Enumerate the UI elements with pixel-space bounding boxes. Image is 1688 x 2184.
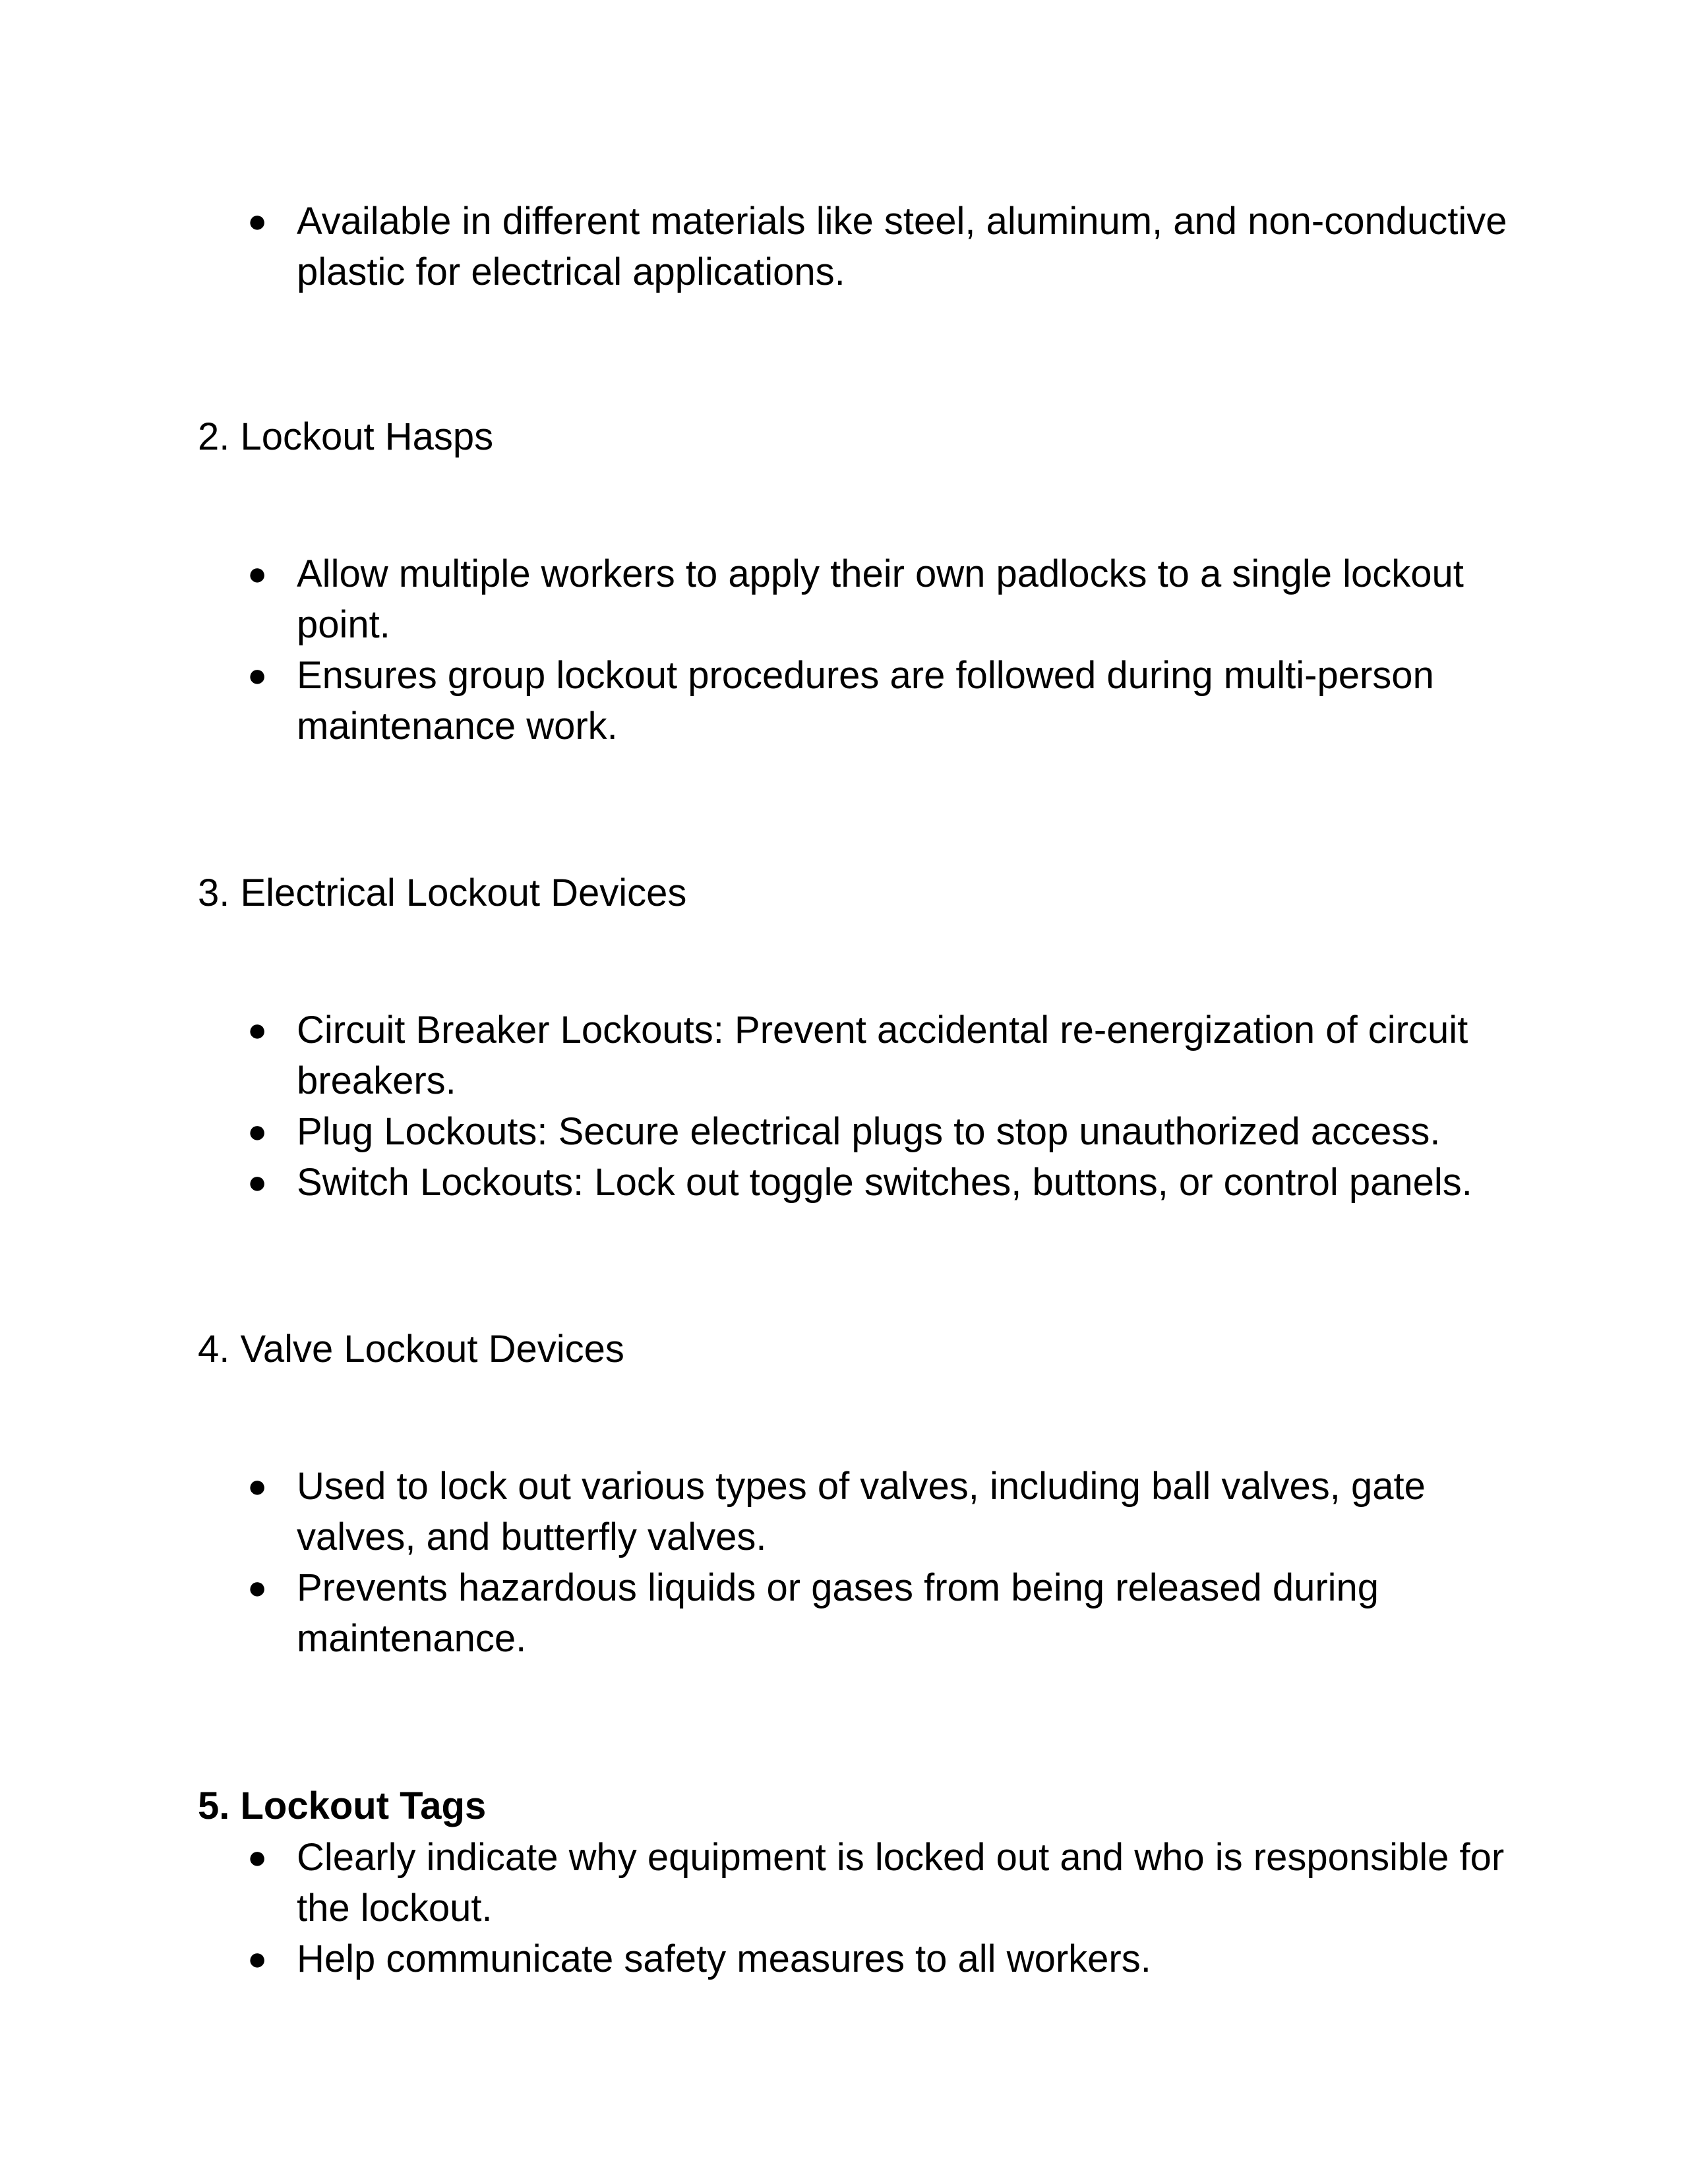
bullet-text: Circuit Breaker Lockouts: Prevent accidental re-energization of circuit breakers. bbox=[297, 1009, 1468, 1102]
bullet-icon: ● bbox=[247, 1011, 268, 1048]
bullet-icon: ● bbox=[247, 1569, 268, 1606]
bullet-text: Ensures group lockout procedures are followed during multi-person maintenance work. bbox=[297, 654, 1434, 748]
list-item bbox=[0, 1005, 1523, 1106]
section-heading-lockout-tags: 5. Lockout Tags bbox=[198, 1785, 487, 1827]
list-item bbox=[0, 1106, 1523, 1157]
bullet-icon: ● bbox=[247, 1113, 268, 1150]
bullet-text: Used to lock out various types of valves, including ball valves, gate valves, and butterfly valves. bbox=[297, 1465, 1426, 1558]
list-item bbox=[0, 548, 1523, 650]
bullet-icon: ● bbox=[247, 1467, 268, 1504]
bullet-list-lockout-hasps bbox=[0, 548, 1688, 752]
list-item bbox=[0, 650, 1523, 752]
bullet-list-materials bbox=[0, 196, 1688, 297]
section-heading-electrical-lockout-devices: 3. Electrical Lockout Devices bbox=[198, 871, 687, 914]
list-item bbox=[0, 1562, 1523, 1664]
list-item bbox=[0, 1933, 1523, 1984]
bullet-text: Help communicate safety measures to all workers. bbox=[297, 1937, 1151, 1980]
section-heading-valve-lockout-devices: 4. Valve Lockout Devices bbox=[198, 1328, 624, 1371]
list-item bbox=[0, 196, 1523, 297]
bullet-icon: ● bbox=[247, 1164, 268, 1200]
bullet-list-electrical-lockout-devices bbox=[0, 1005, 1688, 1208]
list-item bbox=[0, 1461, 1523, 1562]
bullet-icon: ● bbox=[247, 1940, 268, 1977]
bullet-list-lockout-tags bbox=[0, 1832, 1688, 1984]
bullet-icon: ● bbox=[247, 555, 268, 592]
bullet-text: Prevents hazardous liquids or gases from being released during maintenance. bbox=[297, 1566, 1379, 1660]
bullet-text: Available in different materials like steel, aluminum, and non-conductive plastic for electrical applications. bbox=[297, 200, 1507, 293]
bullet-text: Clearly indicate why equipment is locked out and who is responsible for the lockout. bbox=[297, 1836, 1505, 1930]
bullet-icon: ● bbox=[247, 202, 268, 239]
list-item bbox=[0, 1832, 1523, 1933]
bullet-icon: ● bbox=[247, 1839, 268, 1875]
bullet-text: Switch Lockouts: Lock out toggle switches, buttons, or control panels. bbox=[297, 1161, 1472, 1204]
bullet-text: Plug Lockouts: Secure electrical plugs to stop unauthorized access. bbox=[297, 1110, 1441, 1153]
list-item bbox=[0, 1157, 1523, 1208]
bullet-list-valve-lockout-devices bbox=[0, 1461, 1688, 1664]
bullet-text: Allow multiple workers to apply their own padlocks to a single lockout point. bbox=[297, 552, 1464, 646]
section-heading-lockout-hasps: 2. Lockout Hasps bbox=[198, 415, 494, 458]
bullet-icon: ● bbox=[247, 657, 268, 694]
